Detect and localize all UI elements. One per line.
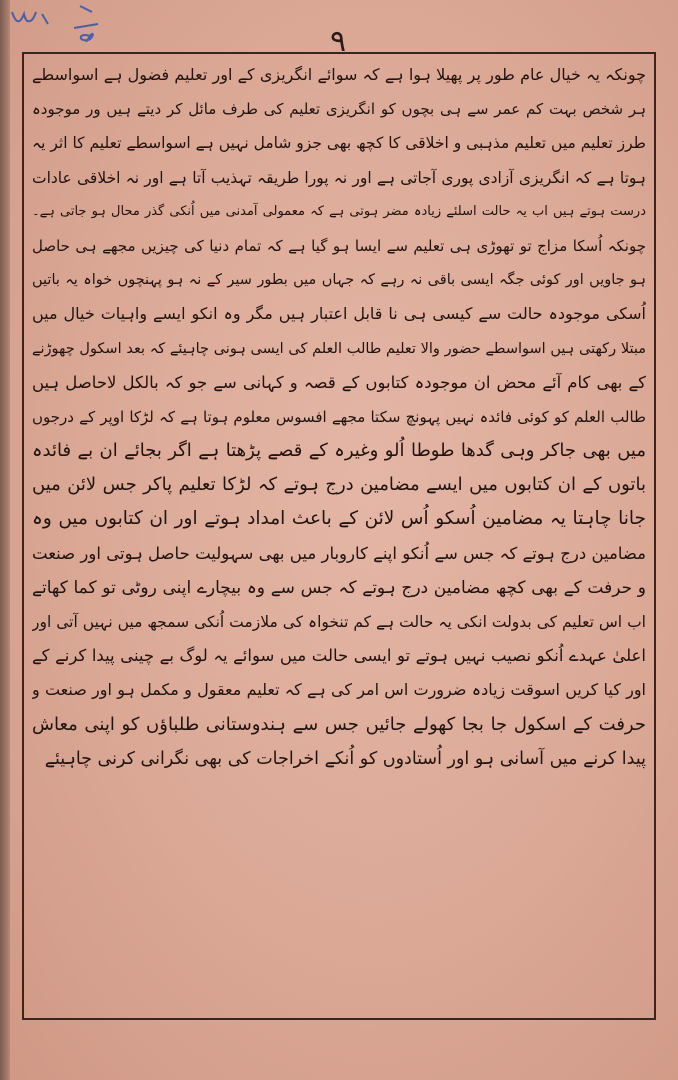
page-number: ۹ xyxy=(329,24,347,59)
text-line: کے بھی کام آئے محض ان موجودہ کتابوں کے قصہ و کہانی سے جو کہ بالکل لاحاصل ہیں xyxy=(32,372,646,392)
text-line: ہوتا ہے کہ انگریزی آزادی پوری آجاتی ہے اور نہ پورا طریقہ تہذیب آتا ہے اور نہ اخلاقی عادات xyxy=(32,168,646,187)
body-text xyxy=(32,58,646,776)
text-line: چونکہ اُسکا مزاج تو تھوڑی ہی تعلیم سے ایسا ہو گیا ہے کہ تمام دنیا کی چیزیں مجھے ہی حاصل xyxy=(32,236,646,255)
text-line: اب اس تعلیم کی بدولت انکی یہ حالت ہے کم تنخواہ کی ملازمت اُنکی سمجھ میں نہیں آتی اور xyxy=(32,613,646,631)
text-line: چونکہ یہ خیال عام طور پر پھیلا ہوا ہے کہ سوائے انگریزی کے اور تعلیم فضول ہے اسواسطے xyxy=(32,65,646,84)
text-line: طرز تعلیم میں تعلیم مذہبی و اخلاقی کا کچھ بھی جزو شامل نہیں ہے اسواسطے تعلیم کا اثر یہ xyxy=(32,134,646,153)
text-line: اُسکی موجودہ حالت سے کیسی ہی نا قابل اعتبار ہیں مگر وہ انکو ایسے واہیات خیال میں xyxy=(32,304,646,324)
scan-mark-handwritten xyxy=(6,2,116,42)
text-line: حرفت کے اسکول جا بجا کھولے جائیں جس سے ہندوستانی طلباؤں کو اپنی معاش xyxy=(32,713,646,735)
text-line: اعلیٰ عہدے اُنکو نصیب نہیں ہوتے تو ایسی حالت میں سوائے یہ لوگ بے چینی پیدا کرنے کے xyxy=(32,646,646,666)
text-line: درست ہوتے ہیں اب یہ حالت اسلئے زیادہ مضر ہوتی ہے کہ معمولی آمدنی میں اُنکی گذر محال ہو جاتی ہے۔ xyxy=(32,203,646,219)
text-line: مضامین درج ہوتے کہ جس سے اُنکو اپنے کاروبار میں بھی سہولیت حاصل ہوتی اور صنعت xyxy=(32,543,646,563)
text-line: پیدا کرنے میں آسانی ہو اور اُستادوں کو اُنکے اخراجات کی بھی نگرانی کرنی چاہیئے xyxy=(44,748,646,769)
text-line: باتوں کے ان کتابوں میں ایسے مضامین درج ہوتے کہ لڑکا تعلیم پاکر جس لائن میں xyxy=(32,474,646,496)
binding-shadow xyxy=(0,0,10,1080)
text-line: جانا چاہتا یہ مضامین اُسکو اُس لائن کے باعث امداد ہوتے اور ان کتابوں میں وہ xyxy=(32,508,646,530)
text-line: میں بھی جاکر وہی گدھا طوطا اُلو وغیرہ کے قصے پڑھتا ہے اگر بجائے ان بے فائدہ xyxy=(32,440,646,462)
text-line: ہر شخص بہت کم عمر سے ہی بچوں کو انگریزی تعلیم کی طرف مائل کر دیتے ہیں ور موجودہ xyxy=(32,100,646,119)
text-line: اور کیا کریں اسوقت زیادہ ضرورت اس امر کی ہے کہ تعلیم معقول و مکمل ہو اور صنعت و xyxy=(32,680,646,700)
text-line: مبتلا رکھتی ہیں اسواسطے حضور والا تعلیم طالب العلم کی ایسی ہونی چاہیئے کہ بعد اسکول چھوڑنے xyxy=(32,340,646,357)
text-line: ہو جاویں اور کوئی جگہ ایسی باقی نہ رہے کہ جہاں میں بطور سیر کے نہ ہو پہنچوں خواہ یہ باتیں xyxy=(32,272,646,289)
text-line: و حرفت کے بھی کچھ مضامین درج ہوتے کہ جس سے وہ بیچارے اپنی روٹی تو کما کھاتے xyxy=(32,577,646,598)
text-line: طالب العلم کو کوئی فائدہ نہیں پہونچ سکتا مجھے افسوس معلوم ہوتا ہے کہ لڑکا اوپر کے درجوں xyxy=(32,407,646,426)
